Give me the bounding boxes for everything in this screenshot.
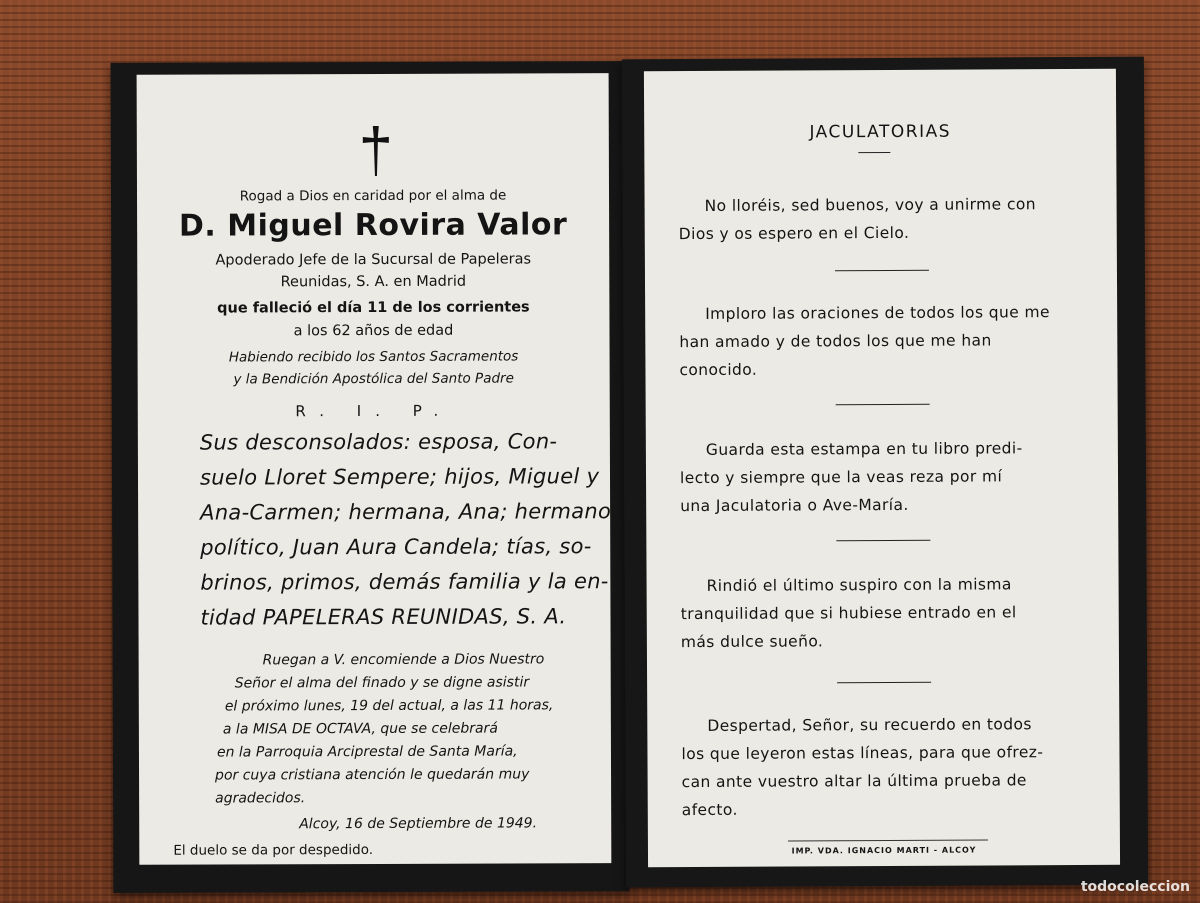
family-line: Ana-Carmen; hermana, Ana; hermano — [200, 499, 612, 525]
prayer-line: Despertad, Señor, su recuerdo en todos — [707, 715, 1032, 735]
prayer-line: Imploro las oraciones de todos los que me — [705, 303, 1050, 323]
rip-text: R. I. P. — [295, 401, 453, 421]
prayer-line: lecto y siempre que la veas reza por mí — [679, 467, 1003, 488]
job-title-line1: Apoderado Jefe de la Sucursal de Papeleras — [215, 251, 532, 269]
separator — [836, 540, 930, 541]
family-line: suelo Lloret Sempere; hijos, Miguel y — [199, 464, 600, 490]
prayer-line: Dios y os espero en el Cielo. — [678, 223, 910, 244]
request-line: el próximo lunes, 19 del actual, a las 11 horas, — [224, 697, 554, 715]
prayer-line: can ante vuestro altar la última prueba de — [681, 771, 1027, 792]
closing-line: El duelo se da por despedido. — [173, 841, 374, 859]
prayer-line: Rindió el último suspiro con la misma — [706, 575, 1012, 595]
watermark-logo: todocoleccion — [1080, 879, 1190, 895]
printer-credit: IMP. VDA. IGNACIO MARTI - ALCOY — [791, 845, 977, 856]
prayer-intro: Rogad a Dios en caridad por el alma de — [239, 187, 507, 205]
prayer-line: los que leyeron estas líneas, para que ofrez- — [681, 743, 1044, 764]
blessing-line: y la Bendición Apostólica del Santo Padre — [233, 370, 514, 388]
separator — [837, 682, 931, 683]
request-line: por cuya cristiana atención le quedarán muy — [215, 766, 530, 784]
request-line: Señor el alma del finado y se digne asistir — [234, 674, 530, 692]
prayers-title: JACULATORIAS — [809, 121, 952, 143]
request-line: a la MISA DE OCTAVA, que se celebrará — [222, 720, 498, 738]
prayer-line: afecto. — [681, 800, 738, 820]
left-card — [111, 61, 630, 893]
family-line: tidad PAPELERAS REUNIDAS, S. A. — [200, 604, 567, 630]
family-line: brinos, primos, demás familia y la en- — [200, 569, 609, 595]
prayer-line: más dulce sueño. — [680, 632, 824, 652]
prayer-line: conocido. — [679, 360, 758, 380]
deceased-name: D. Miguel Rovira Valor — [178, 207, 568, 244]
prayer-line: Guarda esta estampa en tu libro predi- — [705, 439, 1023, 459]
prayer-line: No lloréis, sed buenos, voy a unirme con — [704, 195, 1036, 215]
right-card — [622, 57, 1148, 888]
separator — [836, 404, 930, 405]
prayer-line: una Jaculatoria o Ave-María. — [680, 495, 909, 516]
request-line: Ruegan a V. encomiende a Dios Nuestro — [262, 651, 545, 669]
prayer-line: han amado y de todos los que me han — [679, 331, 992, 352]
death-notice: que falleció el día 11 de los corrientes — [217, 299, 530, 317]
family-line: Sus desconsolados: esposa, Con- — [199, 429, 558, 455]
age-line: a los 62 años de edad — [293, 322, 454, 340]
date-line: Alcoy, 16 de Septiembre de 1949. — [299, 815, 538, 833]
prayer-line: tranquilidad que si hubiese entrado en el — [680, 603, 1017, 624]
right-panel — [644, 69, 1120, 867]
cross-icon — [361, 124, 391, 178]
left-panel — [137, 73, 612, 865]
family-line: político, Juan Aura Candela; tías, so- — [200, 534, 592, 560]
sacraments-line: Habiendo recibido los Santos Sacramentos — [228, 348, 519, 366]
title-underline — [858, 152, 890, 153]
request-line: en la Parroquia Arciprestal de Santa María, — [216, 743, 518, 761]
footer-separator — [788, 839, 988, 841]
job-title-line2: Reunidas, S. A. en Madrid — [280, 273, 467, 291]
separator — [835, 270, 929, 271]
request-line: agradecidos. — [215, 790, 306, 807]
